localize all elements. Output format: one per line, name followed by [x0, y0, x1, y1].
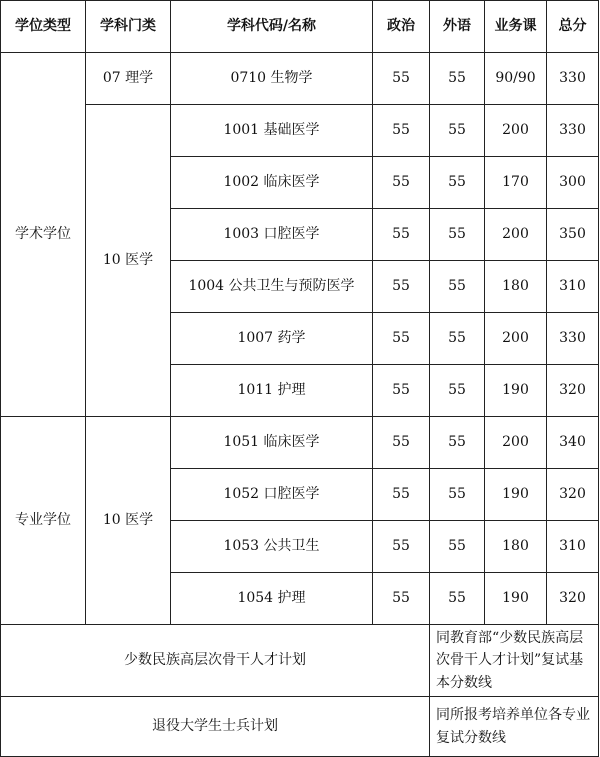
foreign-cell: 55	[430, 365, 485, 417]
foreign-cell: 55	[430, 105, 485, 157]
table-row	[1, 53, 599, 105]
table-row	[1, 105, 599, 157]
category-medicine-academic: 10 医学	[86, 105, 171, 417]
major-cell: 200	[485, 105, 547, 157]
subject-cell: 1054 护理	[171, 573, 373, 625]
foreign-cell: 55	[430, 573, 485, 625]
politics-cell: 55	[373, 105, 430, 157]
politics-cell: 55	[373, 261, 430, 313]
subject-cell: 1051 临床医学	[171, 417, 373, 469]
major-cell: 180	[485, 521, 547, 573]
header-foreign-language: 外语	[430, 1, 485, 53]
major-cell: 190	[485, 365, 547, 417]
foreign-cell: 55	[430, 53, 485, 105]
table-row	[1, 417, 599, 469]
major-cell: 190	[485, 573, 547, 625]
foreign-cell: 55	[430, 469, 485, 521]
subject-cell: 1052 口腔医学	[171, 469, 373, 521]
politics-cell: 55	[373, 313, 430, 365]
subject-cell: 0710 生物学	[171, 53, 373, 105]
plan-note-minority: 同教育部“少数民族高层次骨干人才计划”复试基本分数线	[430, 625, 599, 697]
plan-row-minority	[1, 625, 599, 697]
politics-cell: 55	[373, 365, 430, 417]
subject-cell: 1011 护理	[171, 365, 373, 417]
subject-cell: 1004 公共卫生与预防医学	[171, 261, 373, 313]
total-cell: 350	[547, 209, 599, 261]
foreign-cell: 55	[430, 313, 485, 365]
major-cell: 170	[485, 157, 547, 209]
politics-cell: 55	[373, 53, 430, 105]
plan-name-minority: 少数民族高层次骨干人才计划	[1, 625, 430, 697]
major-cell: 90/90	[485, 53, 547, 105]
header-major-course: 业务课	[485, 1, 547, 53]
major-cell: 200	[485, 209, 547, 261]
category-science: 07 理学	[86, 53, 171, 105]
total-cell: 330	[547, 313, 599, 365]
foreign-cell: 55	[430, 521, 485, 573]
subject-cell: 1053 公共卫生	[171, 521, 373, 573]
degree-type-academic: 学术学位	[1, 53, 86, 417]
politics-cell: 55	[373, 573, 430, 625]
foreign-cell: 55	[430, 261, 485, 313]
total-cell: 330	[547, 53, 599, 105]
subject-cell: 1003 口腔医学	[171, 209, 373, 261]
total-cell: 320	[547, 365, 599, 417]
politics-cell: 55	[373, 469, 430, 521]
plan-note-veteran: 同所报考培养单位各专业复试分数线	[430, 697, 599, 757]
total-cell: 310	[547, 521, 599, 573]
degree-type-professional: 专业学位	[1, 417, 86, 625]
foreign-cell: 55	[430, 157, 485, 209]
total-cell: 320	[547, 573, 599, 625]
header-degree-type: 学位类型	[1, 1, 86, 53]
header-row	[1, 1, 599, 53]
header-total: 总分	[547, 1, 599, 53]
foreign-cell: 55	[430, 209, 485, 261]
politics-cell: 55	[373, 157, 430, 209]
major-cell: 200	[485, 417, 547, 469]
subject-cell: 1007 药学	[171, 313, 373, 365]
major-cell: 200	[485, 313, 547, 365]
subject-cell: 1001 基础医学	[171, 105, 373, 157]
subject-cell: 1002 临床医学	[171, 157, 373, 209]
total-cell: 320	[547, 469, 599, 521]
header-subject-category: 学科门类	[86, 1, 171, 53]
header-subject-code-name: 学科代码/名称	[171, 1, 373, 53]
politics-cell: 55	[373, 521, 430, 573]
politics-cell: 55	[373, 209, 430, 261]
plan-name-veteran: 退役大学生士兵计划	[1, 697, 430, 757]
politics-cell: 55	[373, 417, 430, 469]
header-politics: 政治	[373, 1, 430, 53]
plan-row-veteran	[1, 697, 599, 757]
total-cell: 310	[547, 261, 599, 313]
major-cell: 180	[485, 261, 547, 313]
total-cell: 300	[547, 157, 599, 209]
total-cell: 330	[547, 105, 599, 157]
foreign-cell: 55	[430, 417, 485, 469]
category-medicine-professional: 10 医学	[86, 417, 171, 625]
major-cell: 190	[485, 469, 547, 521]
total-cell: 340	[547, 417, 599, 469]
